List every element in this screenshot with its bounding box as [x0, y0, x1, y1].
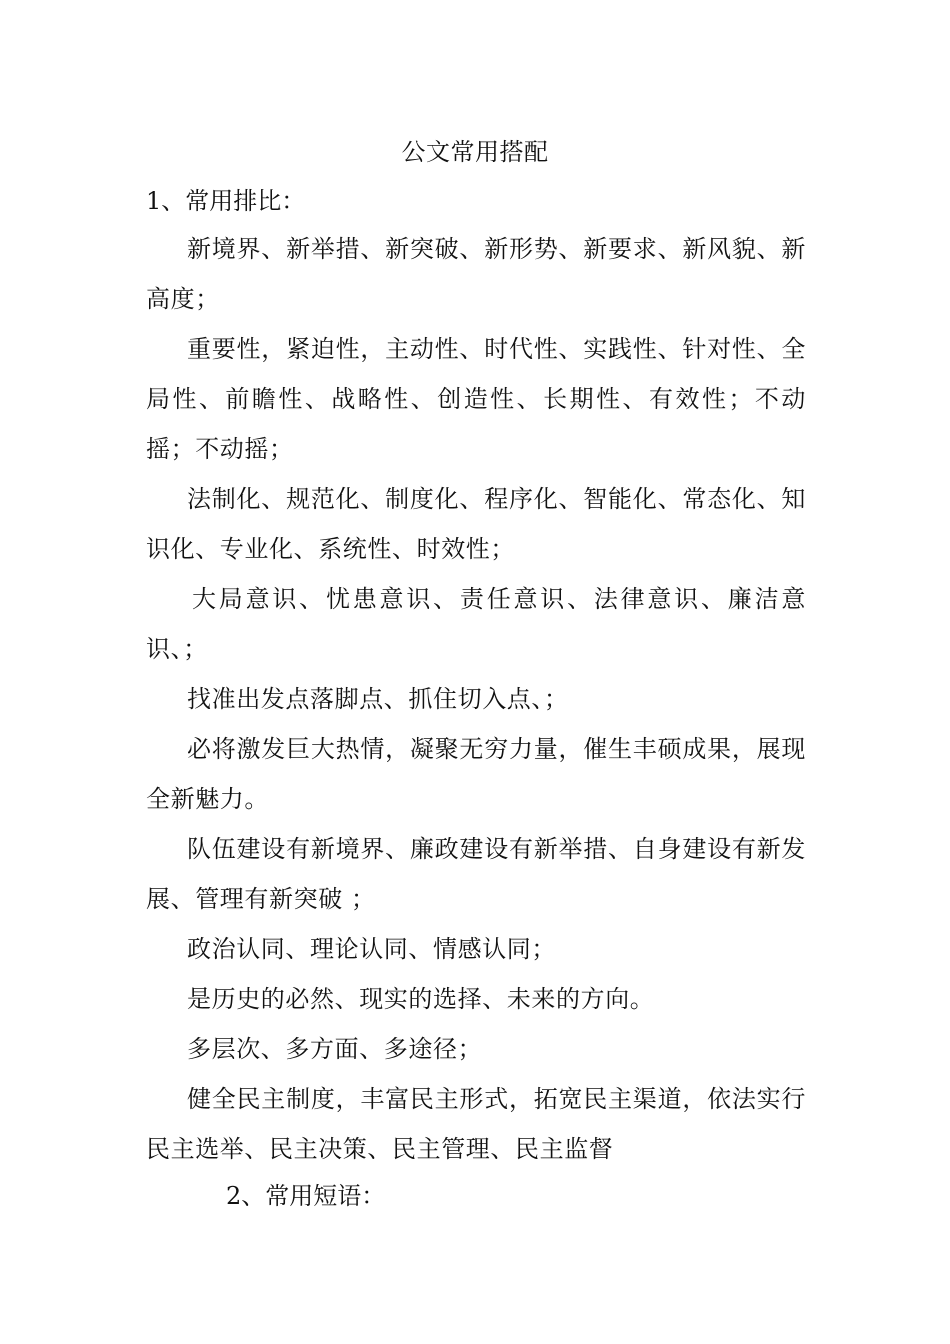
- paragraph-6: 必将激发巨大热情，凝聚无穷力量，催生丰硕成果，展现全新魅力。: [146, 735, 806, 813]
- paragraph-8: 政治认同、理论认同、情感认同；: [187, 935, 556, 963]
- section-heading-1: 1、常用排比：: [146, 187, 306, 215]
- paragraph-2: 重要性，紧迫性，主动性、时代性、实践性、针对性、全局性、前瞻性、战略性、创造性、长期性、有效性；不动摇；不动摇；: [146, 335, 806, 463]
- paragraph-11: 健全民主制度，丰富民主形式，拓宽民主渠道，依法实行民主选举、民主决策、民主管理、民主监督: [146, 1085, 806, 1163]
- paragraph-3: 法制化、规范化、制度化、程序化、智能化、常态化、知识化、专业化、系统性、时效性；: [146, 485, 806, 563]
- paragraph-5: 找准出发点落脚点、抓住切入点、；: [187, 685, 569, 713]
- section-heading-2: 2、常用短语：: [226, 1182, 386, 1210]
- paragraph-4: 大局意识、忧患意识、责任意识、法律意识、廉洁意识、；: [146, 585, 806, 663]
- paragraph-10: 多层次、多方面、多途径；: [187, 1035, 483, 1063]
- paragraph-9: 是历史的必然、现实的选择、未来的方向。: [187, 985, 655, 1013]
- paragraph-7: 队伍建设有新境界、廉政建设有新举措、自身建设有新发展、管理有新突破 ；: [146, 835, 806, 913]
- paragraph-1: 新境界、新举措、新突破、新形势、新要求、新风貌、新高度；: [146, 235, 806, 313]
- document-title: 公文常用搭配: [401, 138, 549, 166]
